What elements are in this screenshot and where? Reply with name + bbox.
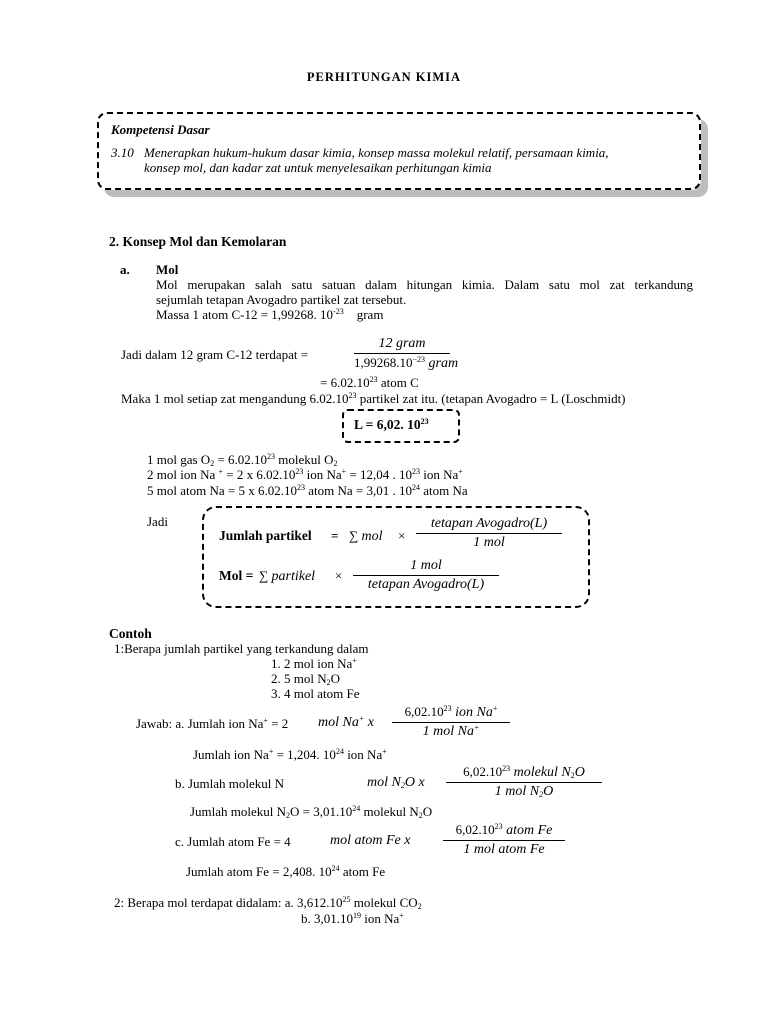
answer-c-mid: mol atom Fe x: [330, 833, 411, 848]
answer-a-fraction: [392, 704, 510, 740]
formula2-denominator: tetapan Avogadro(L): [367, 577, 485, 592]
avogadro-fraction: [354, 336, 459, 372]
answer-b-denominator: 1 mol $N_2O$: [494, 784, 554, 799]
question-1-item-2: 2. 5 mol $N_2O$: [271, 671, 341, 687]
subsection-letter: a.: [120, 262, 130, 277]
question-2b: b. 3,01.10$^{19}$ ion Na+: [301, 911, 404, 926]
formula2-bar: [353, 575, 499, 576]
example-row-o2: 1 mol gas $O_2 = 6.02.10^{23}$ molekul $O_2$: [147, 452, 338, 468]
answer-c-denominator: 1 mol atom Fe: [463, 842, 545, 857]
answer-c-numerator: 6,02.10$^{23}$ atom Fe: [455, 822, 553, 838]
jadi-label: Jadi: [147, 514, 168, 529]
example-row-na-ion: 2 mol ion Na + = 2 x 6.02.10$^{23}$ ion Na+ = 12,04 . $10^{23}$ ion Na+: [147, 467, 463, 482]
answer-c-bar: [443, 840, 565, 841]
jadi-12-gram: Jadi dalam 12 gram C-12 terdapat =: [121, 347, 309, 362]
answer-b-result: Jumlah molekul $N_2O = 3,01.10^{24}$ molekul $N_2O$: [190, 804, 433, 820]
answer-a-denominator: 1 mol Na+: [422, 723, 480, 739]
sum-icon: ∑: [349, 528, 359, 543]
formula1-fraction: [416, 516, 562, 551]
answer-a-bar: [392, 722, 510, 723]
answer-b-fraction: [446, 764, 602, 800]
kompetensi-line1: Menerapkan hukum-hukum dasar kimia, konsep massa molekul relatif, persamaan kimia,: [144, 145, 609, 160]
answer-c-prefix: c. Jumlah atom Fe = 4: [175, 834, 291, 849]
page-title: PERHITUNGAN KIMIA: [306, 70, 462, 84]
section-heading: 2. Konsep Mol dan Kemolaran: [109, 234, 287, 249]
formula2-fraction: [353, 558, 499, 593]
formula1-times: ×: [398, 528, 406, 543]
question-1: 1:Berapa jumlah partikel yang terkandung dalam: [114, 641, 369, 656]
formula2-numerator: 1 mol: [410, 558, 442, 573]
contoh-heading: Contoh: [109, 626, 152, 641]
answer-a-prefix: Jawab: a. Jumlah ion Na+ = 2: [136, 716, 289, 731]
fraction-numerator: 12 gram: [378, 336, 426, 351]
massa-unit: gram: [356, 307, 384, 322]
subsection-title: Mol: [156, 262, 179, 277]
maka-statement: Maka 1 mol setiap zat mengandung 6.02.10$^{23}$ partikel zat itu. (tetapan Avogadro = L (Loschmidt): [121, 391, 626, 406]
formula1-numerator: tetapan Avogadro(L): [430, 516, 548, 531]
fraction-bar: [354, 353, 450, 354]
kompetensi-number: 3.10: [111, 145, 134, 160]
mol-label: Mol =: [219, 568, 254, 583]
formula2-sum-partikel: ∑ partikel: [259, 568, 316, 584]
massa-c12: [156, 307, 383, 322]
answer-b-bar: [446, 782, 602, 783]
avogadro-result: = $6.02.10^{23}$ atom C: [320, 375, 419, 390]
kompetensi-heading: Kompetensi Dasar: [111, 122, 210, 137]
answer-b-prefix: b. Jumlah molekul N: [175, 776, 285, 791]
mol-definition-line2: sejumlah tetapan Avogadro partikel zat tersebut.: [156, 292, 407, 307]
formula1-bar: [416, 533, 562, 534]
massa-exp: -23: [333, 307, 344, 316]
formula1-eq: =: [331, 528, 339, 543]
fraction-denominator: $1,99268.10^{-23}$ gram: [354, 355, 459, 371]
answer-b-numerator: 6,02.10$^{23}$ molekul $N_2O$: [463, 764, 585, 780]
example-row-na-atom: 5 mol atom Na = 5 x 6.02.10$^{23}$ atom Na = 3,01 . $10^{24}$ atom Na: [147, 483, 468, 498]
question-2a: 2: Berapa mol terdapat didalam: a. 3,612.10$^{25}$ molekul $CO_2$: [114, 895, 422, 911]
sum-icon: ∑: [259, 568, 269, 583]
answer-a-result: Jumlah ion Na+ = 1,204. $10^{24}$ ion Na+: [193, 747, 387, 762]
avogadro-constant: L = 6,02. $10^{23}$: [354, 417, 429, 432]
formula1-denominator: 1 mol: [473, 535, 505, 550]
question-1-item-1: 1. 2 mol ion Na+: [271, 656, 357, 671]
formula2-times: ×: [335, 568, 343, 583]
answer-a-mid: mol Na+ x: [318, 714, 374, 730]
question-1-item-3: 3. 4 mol atom Fe: [271, 686, 360, 701]
jumlah-partikel-label: Jumlah partikel: [219, 528, 312, 543]
answer-c-fraction: [443, 822, 565, 858]
massa-text: Massa 1 atom C-12 = 1,99268. 10: [156, 307, 334, 322]
mol-definition-line1: Mol merupakan salah satu satuan dalam hitungan kimia. Dalam satu mol zat terkandung: [156, 277, 693, 292]
answer-b-mid: mol $N_2O$ x: [367, 775, 425, 790]
answer-a-numerator: 6,02.10$^{23}$ ion Na+: [404, 704, 498, 720]
answer-c-result: Jumlah atom Fe = 2,408. $10^{24}$ atom Fe: [186, 864, 386, 879]
formula1-sum-mol: ∑ mol: [349, 528, 383, 544]
kompetensi-line2: konsep mol, dan kadar zat untuk menyelesaikan perhitungan kimia: [144, 160, 492, 175]
